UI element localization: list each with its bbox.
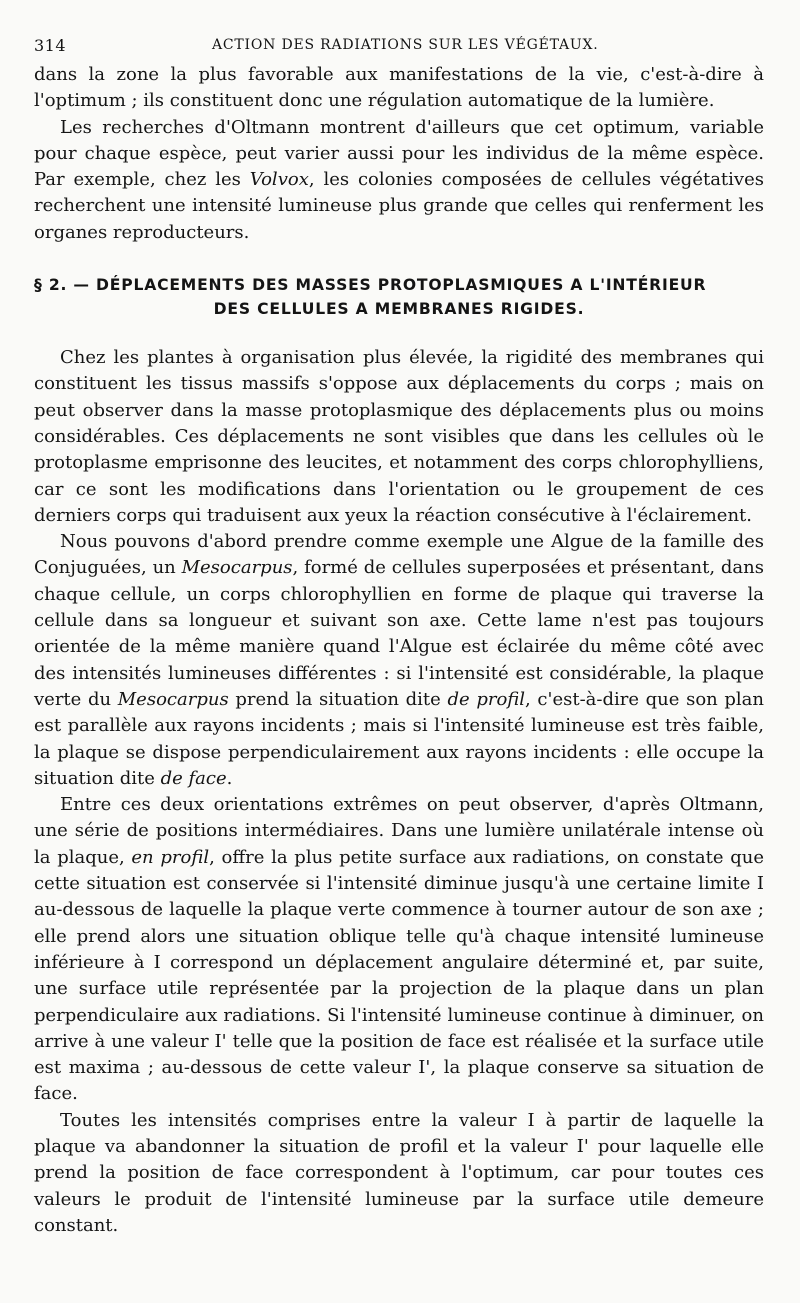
text-segment: dans la zone la plus favorable aux manifestations de la vie, c'est-à-dire à l'optimum ; ils constituent donc une régulation automatique de la lumière. xyxy=(34,64,764,112)
text-segment: Les recherches d'Oltmann montrent d'ailleurs que cet optimum, variable pour chaque espèce, peut varier aussi pour les individus de la même espèce. Par exemple, chez les xyxy=(34,116,764,191)
text-segment: Entre ces deux orientations extrêmes on peut observer, d'après Oltmann, une série de positions intermédiaires. Dans une lumière unilatérale intense où la plaque, xyxy=(34,794,764,868)
text-segment: . xyxy=(226,767,233,789)
text-segment: Chez les plantes à organisation plus élevée, la rigidité des membranes qui constituent les tissus massifs s'oppose aux déplacements du corps ; mais on peut observer dans la masse protoplasmique des déplacements plus ou moins considérables. Ces déplacements ne sont visibles que dans les cellules où le protoplasme emprisonne des leucites, et notamment des corps chlorophylliens, car ce sont les modifications dans l'orientation ou le groupement de ces derniers corps qui traduisent aux yeux la réaction consécutive à l'éclairement. xyxy=(34,347,764,526)
section-heading xyxy=(34,273,764,321)
italic-term: Mesocarpus xyxy=(181,557,293,579)
page-number: 314 xyxy=(34,36,67,55)
paragraph-6 xyxy=(34,1108,764,1239)
running-head xyxy=(34,30,764,56)
book-page xyxy=(34,30,764,1239)
paragraph-5 xyxy=(34,792,764,1108)
text-segment: , les colonies composées de cellules végétatives recherchent une intensité lumineuse plus grande que celles qui renferment les organes reproducteurs. xyxy=(34,169,764,243)
section-heading-line-2: DES CELLULES A MEMBRANES RIGIDES. xyxy=(213,300,585,319)
italic-term: de profil xyxy=(447,688,526,710)
section-heading-line-1: § 2. — DÉPLACEMENTS DES MASSES PROTOPLASMIQUES A L'INTÉRIEUR xyxy=(34,276,707,295)
paragraph-2 xyxy=(34,115,764,246)
italic-term: de face xyxy=(160,767,227,789)
text-segment: prend la situation dite xyxy=(228,688,448,710)
text-segment: Toutes les intensités comprises entre la valeur I à partir de laquelle la plaque va abandonner la situation de profil et la valeur I' pour laquelle elle prend la position de face correspondent à l'optimum, car pour toutes ces valeurs le produit de l'intensité lumineuse par la surface utile demeure constant. xyxy=(34,1109,764,1236)
text-segment: , offre la plus petite surface aux radiations, on constate que cette situation est conservée si l'intensité diminue jusqu'à une certaine limite I au-dessous de laquelle la plaque verte commence à tourner autour de son axe ; elle prend alors une situation oblique telle qu'à chaque intensité lumineuse inférieure à I correspond un déplacement angulaire déterminé et, par suite, une surface utile représentée par la projection de la plaque dans un plan perpendiculaire aux radiations. Si l'intensité lumineuse continue à diminuer, on arrive à une valeur I' telle que la position de face est réalisée et la surface utile est maxima ; au-dessous de cette valeur I', la plaque conserve sa situation de face. xyxy=(34,846,764,1105)
paragraph-4 xyxy=(34,529,764,792)
italic-term: Volvox xyxy=(249,169,309,191)
paragraph-1 xyxy=(34,62,764,115)
text-segment: , c'est-à-dire que son plan est parallèle aux rayons incidents ; mais si l'intensité lumineuse est très faible, la plaque se dispose perpendiculairement aux rayons incidents : elle occupe la situation dite xyxy=(34,688,765,789)
running-title: ACTION DES RADIATIONS SUR LES VÉGÉTAUX. xyxy=(212,37,599,53)
text-segment: , formé de cellules superposées et présentant, dans chaque cellule, un corps chlorophyllien en forme de plaque qui traverse la cellule dans sa longueur et suivant son axe. Cette lame n'est pas toujours orientée de la même manière quand l'Algue est éclairée du même côté avec des intensités lumineuses différentes : si l'intensité est considérable, la plaque verte du xyxy=(34,557,764,710)
italic-term: en profil xyxy=(131,846,210,868)
italic-term: Mesocarpus xyxy=(117,688,229,710)
paragraph-3 xyxy=(34,345,764,529)
text-segment: Nous pouvons d'abord prendre comme exemple une Algue de la famille des Conjuguées, un xyxy=(34,531,764,579)
